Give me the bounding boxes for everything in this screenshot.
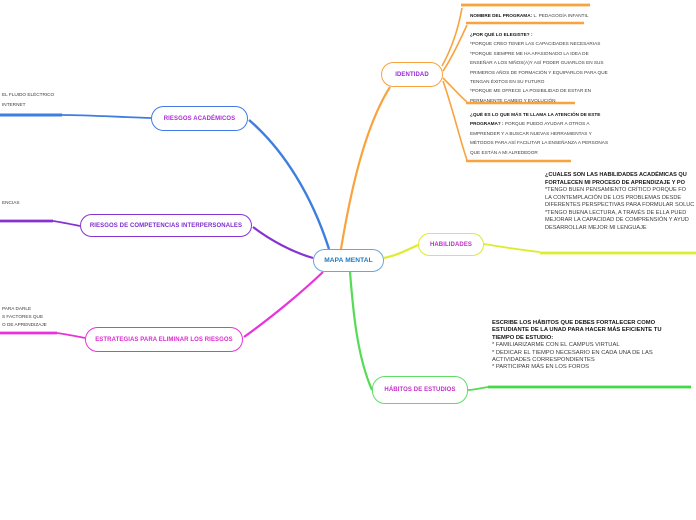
connector-academicos-text <box>62 115 151 118</box>
textblock-porque-elegiste[interactable] <box>470 30 608 105</box>
text-line: ACTIVIDADES CORRESPONDIENTES <box>492 357 595 364</box>
text-line: INTERNET <box>2 101 26 107</box>
text-line: ENCIAS <box>2 200 20 205</box>
text-line: S FACTORES QUE <box>2 314 44 319</box>
text-line: *TENGO BUENA LECTURA, A TRAVÉS DE ELLA PUED <box>545 209 687 216</box>
topic-identidad-label: IDENTIDAD <box>395 71 429 78</box>
branch-habitos <box>350 272 372 390</box>
topic-riesgos-academicos[interactable] <box>151 106 248 131</box>
text-line: PERMANENTE CAMBIO Y EVOLUCIÓN <box>470 97 556 103</box>
text-line: MÉTODOS PARA ASÍ FACILITAR LA ENSEÑANZA A PERSONAS <box>470 140 609 146</box>
branch-academicos <box>249 120 329 249</box>
text-line: EL FLUIDO ELÉCTRICO <box>2 92 55 97</box>
text-line: MEJORAR LA CAPACIDAD DE COMPRENSIÓN Y AYUD <box>545 217 689 223</box>
topic-estrategias-label: ESTRATEGIAS PARA ELIMINAR LOS RIESGOS <box>95 336 233 343</box>
text-line: LA CONTEMPLACIÓN DE LOS PROBLEMAS DESDE <box>545 194 682 201</box>
connector-habilidades-text <box>484 244 540 252</box>
textblock-nombre-programa[interactable] <box>470 11 588 20</box>
connector-atencion <box>443 81 467 160</box>
text-line: ¿QUÉ ES LO QUE MÁS TE LLAMA LA ATENCIÓN DE ESTE <box>470 112 601 117</box>
topic-habitos[interactable] <box>372 376 468 404</box>
text-line: PARA DARLE <box>2 306 32 311</box>
branch-habilidades <box>384 245 418 258</box>
text-line: *PORQUE CREO TENER LAS CAPACIDADES NECESARIAS <box>470 41 601 47</box>
topic-habilidades-label: HABILIDADES <box>429 241 473 248</box>
topic-riesgos-competencias[interactable] <box>80 214 252 237</box>
text-line: DIFERENTES PERSPECTIVAS PARA FORMULAR SOLUC <box>545 202 695 208</box>
text-line: ¿CUALES SON LAS HABILIDADES ACADÉMICAS QU <box>545 172 687 178</box>
central-topic-label: MAPA MENTAL <box>324 257 373 264</box>
text-line: PROGRAMA? : PORQUE PUEDO AYUDAR A OTROS A <box>470 121 590 127</box>
textblock-habitos[interactable] <box>492 320 662 372</box>
text-line: *PORQUE ME OFRECE LA POSIBILIDAD DE ESTAR EN <box>470 88 592 94</box>
text-line: ESTUDIANTE DE LA UNAD PARA HACER MÁS EFICIENTE TU <box>492 327 662 334</box>
text-line: ENSEÑAR A LOS NIÑOS(A)Y ASÍ PODER GUIARLOS EN SUS <box>470 60 604 66</box>
topic-identidad[interactable] <box>381 62 443 87</box>
text-line: PRIMEROS AÑOS DE FORMACIÓN Y EQUIPARLOS PARA QUE <box>470 69 608 75</box>
text-line: TENGAN ÉXITOS EN SU FUTURO <box>470 79 545 85</box>
textblock-atencion-programa[interactable] <box>470 110 608 157</box>
branch-identidad <box>341 87 390 249</box>
text-line: *PORQUE SIEMPRE ME HA APASIONADO LA IDEA DE <box>470 50 589 56</box>
text-line: ESCRIBE LOS HÁBITOS QUE DEBES FORTALECER COMO <box>492 320 656 326</box>
text-line: * FAMILIARIZARME CON EL CAMPUS VIRTUAL <box>492 342 620 349</box>
text-line: O DE APRENDIZAJE <box>2 322 47 327</box>
text-line: NOMBRE DEL PROGRAMA: L. PEDAGOGÍA INFANTIL <box>470 13 589 18</box>
text-line: * PARTICIPAR MÁS EN LOS FOROS <box>492 364 589 371</box>
connector-estrategias-text <box>57 333 85 338</box>
text-line: FORTALECEN MI PROCESO DE APRENDIZAJE Y PO <box>545 179 685 186</box>
branch-estrategias <box>244 272 323 337</box>
text-line: *TENGO BUEN PENSAMIENTO CRÍTICO PORQUE FO <box>545 187 686 193</box>
text-line: * DEDICAR EL TIEMPO NECESARIO EN CADA UNA DE LAS <box>492 349 653 356</box>
topic-riesgos-competencias-label: RIESGOS DE COMPETENCIAS INTERPERSONALES <box>89 222 243 229</box>
textblock-left-competencias[interactable] <box>2 198 19 208</box>
topic-habilidades[interactable] <box>418 233 484 256</box>
connector-nombre <box>443 25 467 71</box>
text-line: EMPRENDER Y A BUSCAR NUEVAS HERRAMIENTAS Y <box>470 130 592 136</box>
central-topic[interactable] <box>313 249 384 272</box>
topic-estrategias[interactable] <box>85 327 243 352</box>
text-line: QUE ESTÁN A MI ALREDEDOR <box>470 149 538 155</box>
topic-riesgos-academicos-label: RIESGOS ACADÉMICOS <box>163 115 236 122</box>
textblock-left-academicos[interactable] <box>2 90 54 109</box>
text-line: ¿POR QUÉ LO ELEGISTE? : <box>470 32 533 37</box>
text-line: DESARROLLAR MEJOR MI LENGUAJE <box>545 224 647 231</box>
text-line: TIEMPO DE ESTUDIO: <box>492 334 554 341</box>
textblock-habilidades[interactable] <box>545 172 694 232</box>
topic-habitos-label: HÁBITOS DE ESTUDIOS <box>384 387 456 393</box>
connector-competencias-text <box>53 221 80 226</box>
connector-habitos-text <box>468 387 488 390</box>
branch-competencias <box>253 227 313 258</box>
textblock-left-estrategias[interactable] <box>2 305 47 329</box>
